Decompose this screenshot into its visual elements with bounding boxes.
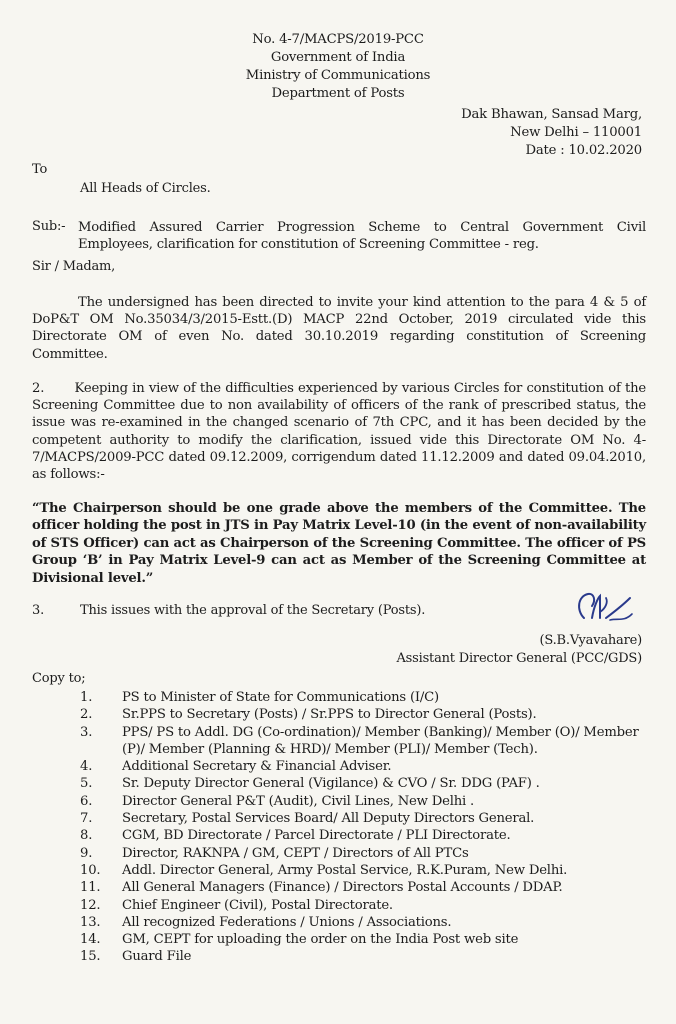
subject-label: Sub:- xyxy=(32,219,66,234)
list-item-number: 4. xyxy=(80,759,93,775)
list-item xyxy=(68,810,658,827)
list-item xyxy=(68,724,658,759)
ministry-line: Ministry of Communications xyxy=(245,68,431,83)
list-item-number: 11. xyxy=(80,880,101,896)
list-item-number: 13. xyxy=(80,914,101,930)
list-item xyxy=(68,845,658,862)
list-item-text: Sr. Deputy Director General (Vigilance) & CVO / Sr. DDG (PAF) . xyxy=(122,776,540,792)
list-item-text: Guard File xyxy=(122,949,192,965)
list-item-text: Addl. Director General, Army Postal Service, R.K.Puram, New Delhi. xyxy=(122,862,568,878)
list-item-text: Sr.PPS to Secretary (Posts) / Sr.PPS to Director General (Posts). xyxy=(122,707,537,723)
list-item xyxy=(68,689,658,706)
list-item-number: 3. xyxy=(80,724,93,740)
address-line-2: New Delhi – 110001 xyxy=(510,125,642,140)
list-item xyxy=(68,914,658,931)
list-item-text: Chief Engineer (Civil), Postal Directorate. xyxy=(122,897,393,913)
list-item xyxy=(68,775,658,792)
address-line-1: Dak Bhawan, Sansad Marg, xyxy=(461,107,642,122)
list-item-number: 2. xyxy=(80,707,93,723)
list-item xyxy=(68,931,658,948)
list-item xyxy=(68,793,658,810)
list-item-text: Secretary, Postal Services Board/ All Deputy Directors General. xyxy=(122,811,535,827)
quoted-clarification: “The Chairperson should be one grade above the members of the Committee. The officer holding the post in JTS in Pay Matrix Level-10 (in the event of non-availability of STS Officer) can act as Chairperson of the Screening Committee. The officer of PS Group ‘B’ in Pay Matrix Level-9 can act as Member of the Screening Committee at Divisional level.” xyxy=(32,501,646,586)
copy-to-label: Copy to; xyxy=(32,671,86,686)
list-item-text: PPS/ PS to Addl. DG (Co-ordination)/ Member (Banking)/ Member (O)/ Member (P)/ Member (Planning & HRD)/ Member (PLI)/ Member (Tech). xyxy=(122,724,639,757)
list-item-number: 15. xyxy=(80,949,101,965)
handwritten-signature xyxy=(570,588,640,634)
list-item-number: 7. xyxy=(80,811,93,827)
paragraph-2: 2. Keeping in view of the difficulties experienced by various Circles for constitution of the Screening Committee due to non availability of officers of the rank of prescribed status, the issue was re-examined in the changed scenario of 7th CPC, and it has been decided by the competent authority to modify the clarification, issued vide this Directorate OM No. 4-7/MACPS/2009-PCC dated 09.12.2009, corrigendum dated 11.12.2009 and dated 09.04.2010, as follows:- xyxy=(32,381,650,483)
government-line: Government of India xyxy=(270,50,406,65)
to-label: To xyxy=(32,162,48,177)
list-item-text: PS to Minister of State for Communications (I/C) xyxy=(122,690,439,705)
list-item-number: 14. xyxy=(80,932,101,948)
paragraph-3-text: This issues with the approval of the Secretary (Posts). xyxy=(80,603,426,618)
list-item-text: GM, CEPT for uploading the order on the India Post web site xyxy=(122,932,519,948)
list-item-text: Additional Secretary & Financial Adviser. xyxy=(122,759,392,775)
list-item-text: All recognized Federations / Unions / Associations. xyxy=(122,914,452,930)
paragraph-1: The undersigned has been directed to invite your kind attention to the para 4 & 5 of DoP&T OM No.35034/3/2015-Estt.(D) MACP 22nd October, 2019 circulated vide this Directorate OM of even No. dated 30.10.2019 regarding constitution of Screening Committee. xyxy=(32,295,646,362)
subject-text: Modified Assured Carrier Progression Scheme to Central Government Civil Employees, clarification for constitution of Screening Committee - reg. xyxy=(78,220,646,253)
addressee: All Heads of Circles. xyxy=(80,181,211,196)
list-item-number: 9. xyxy=(80,845,93,861)
signatory-name: (S.B.Vyavahare) xyxy=(539,633,642,648)
list-item xyxy=(68,862,658,879)
signatory-title: Assistant Director General (PCC/GDS) xyxy=(396,651,642,666)
list-item-number: 12. xyxy=(80,897,101,913)
list-item xyxy=(68,827,658,844)
list-item xyxy=(68,948,658,965)
list-item-text: All General Managers (Finance) / Directors Postal Accounts / DDAP. xyxy=(122,880,563,896)
copy-to-list xyxy=(68,689,658,966)
paragraph-3-number: 3. xyxy=(32,603,45,618)
salutation: Sir / Madam, xyxy=(32,259,116,274)
list-item xyxy=(68,879,658,896)
list-item-text: CGM, BD Directorate / Parcel Directorate / PLI Directorate. xyxy=(122,828,511,844)
list-item-number: 10. xyxy=(80,862,101,878)
list-item-text: Director, RAKNPA / GM, CEPT / Directors of All PTCs xyxy=(122,845,469,861)
list-item-text: Director General P&T (Audit), Civil Lines, New Delhi . xyxy=(122,793,475,809)
list-item-number: 8. xyxy=(80,828,93,844)
list-item xyxy=(68,897,658,914)
order-number: No. 4-7/MACPS/2019-PCC xyxy=(252,32,424,47)
list-item xyxy=(68,706,658,723)
list-item xyxy=(68,758,658,775)
department-line: Department of Posts xyxy=(271,86,405,101)
date-line: Date : 10.02.2020 xyxy=(525,143,642,158)
list-item-number: 6. xyxy=(80,793,93,809)
list-item-number: 5. xyxy=(80,776,93,792)
list-item-number: 1. xyxy=(80,690,93,705)
